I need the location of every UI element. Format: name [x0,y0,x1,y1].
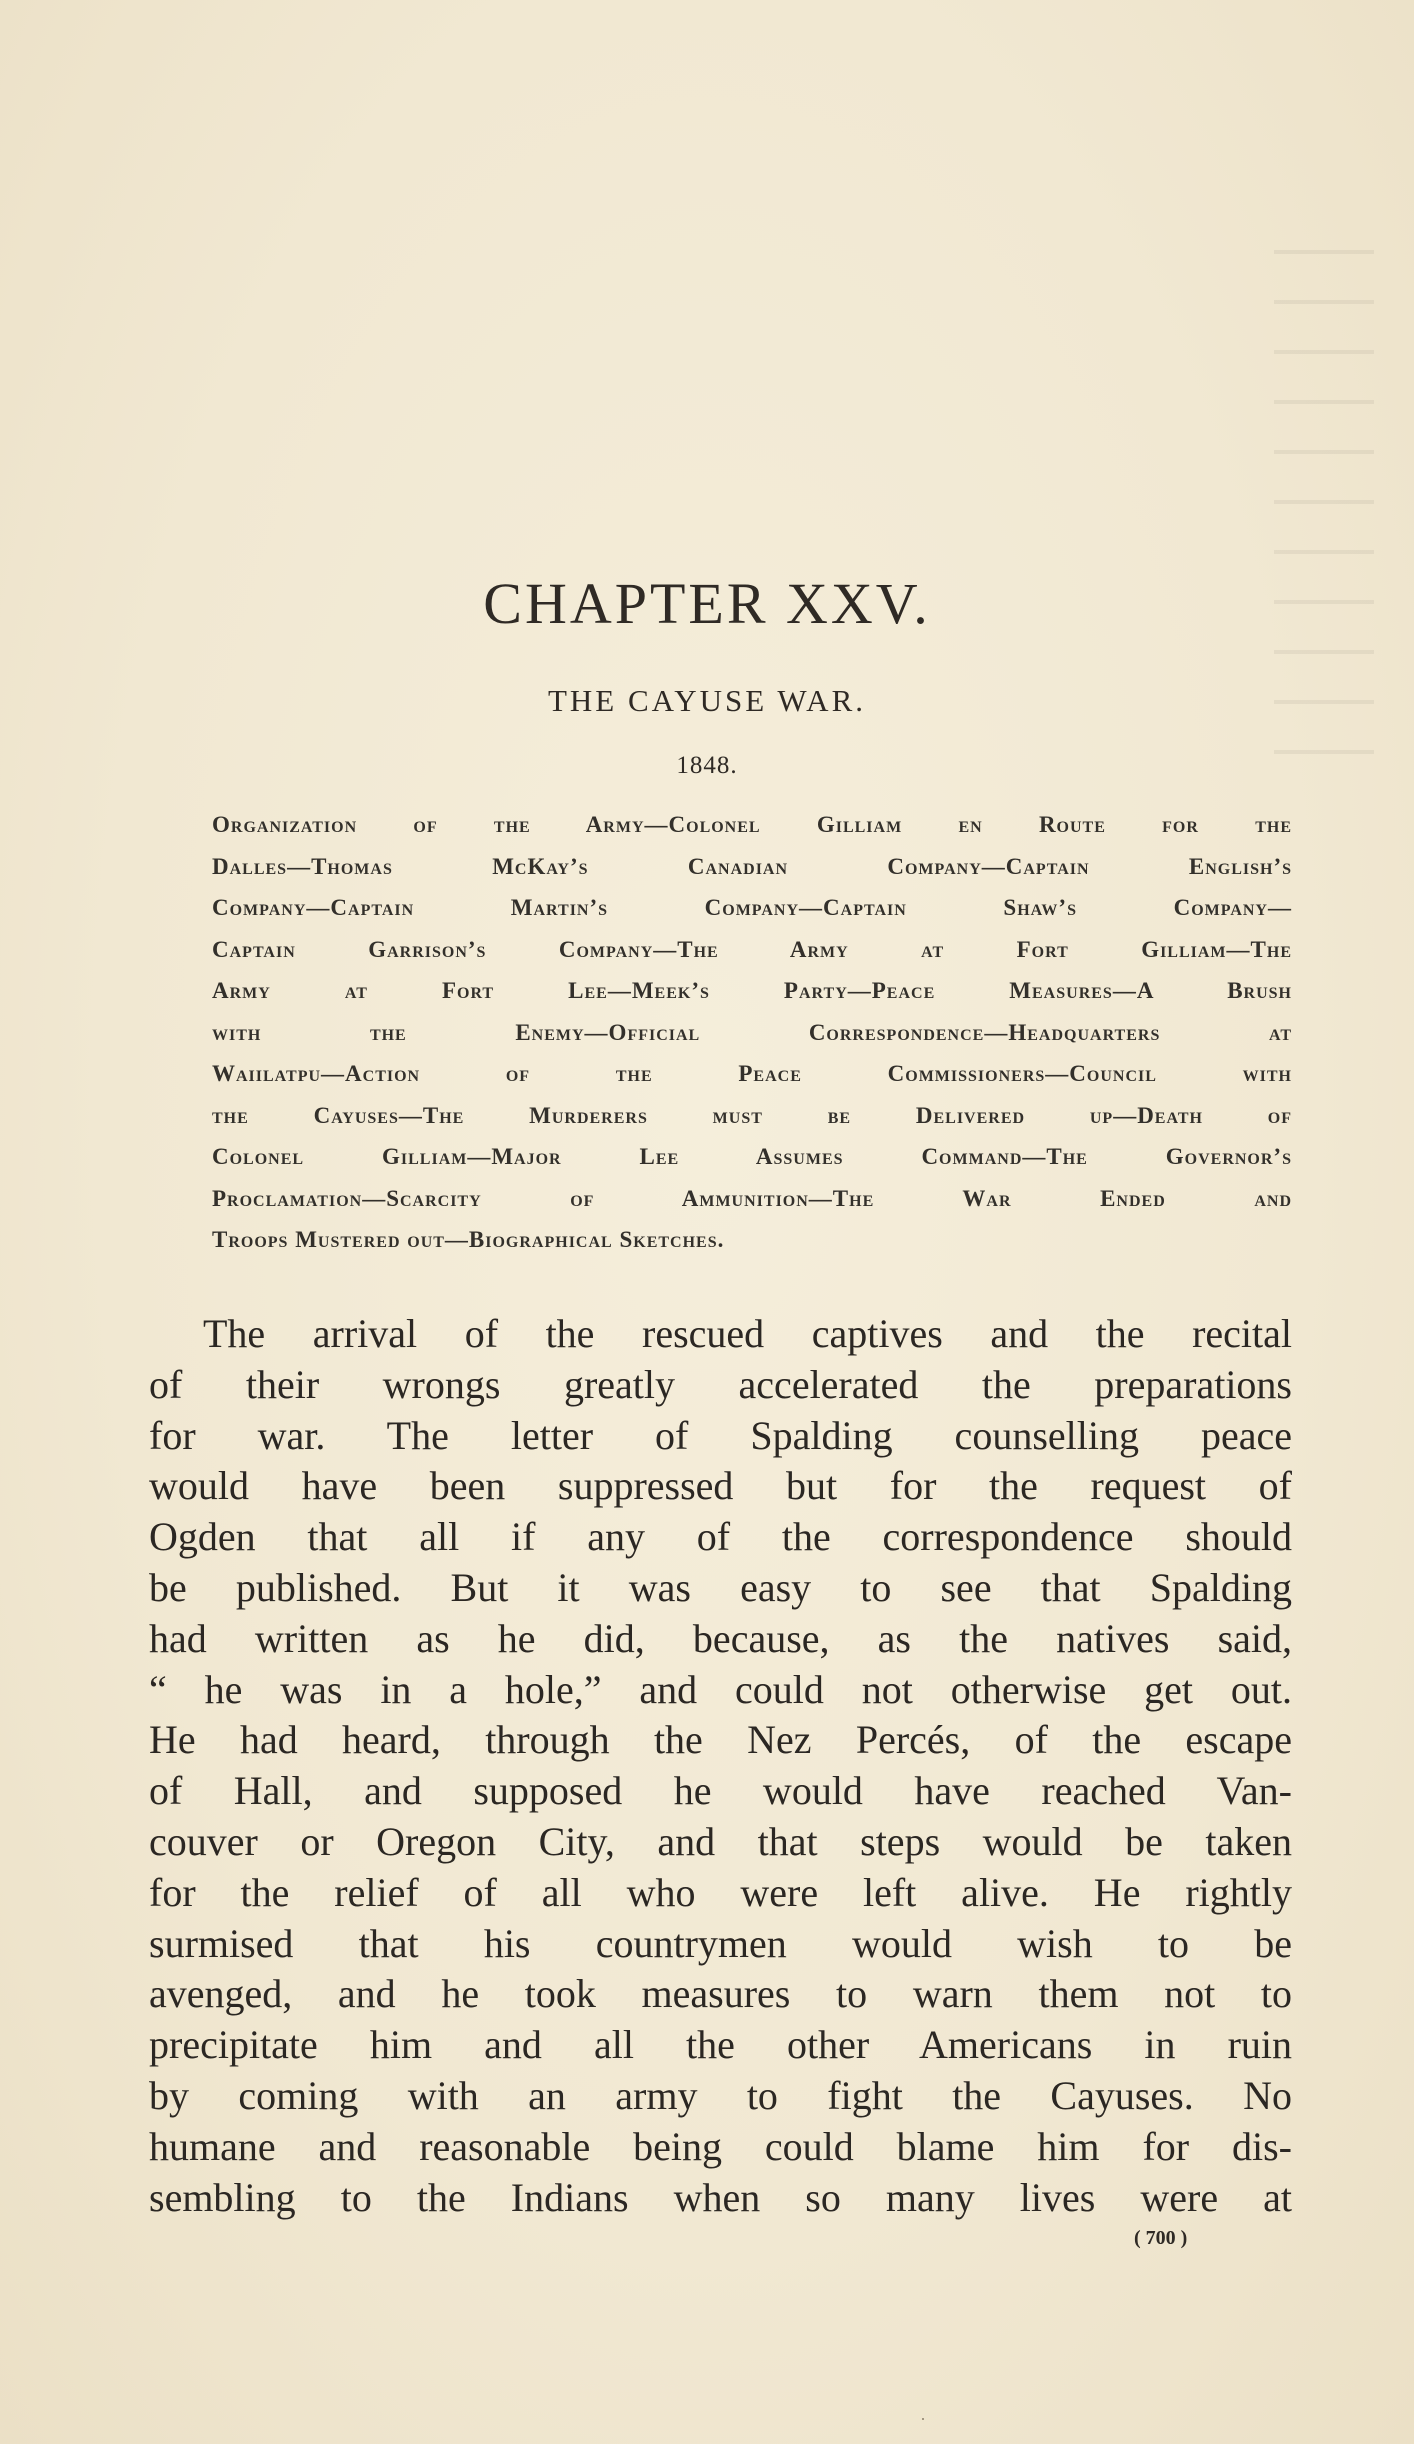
body-line: would have been suppressed but for the request of [149,1463,1292,1509]
summary-line: Waiilatpu—Action of the Peace Commissioners—Council with [212,1061,1292,1086]
body-line: “ he was in a hole,” and could not otherwise get out. [149,1666,1292,1712]
body-line: couver or Oregon City, and that steps would be taken [149,1818,1292,1864]
summary-line: Troops Mustered out—Biographical Sketches. [212,1227,725,1252]
summary-line: Proclamation—Scarcity of Ammunition—The War Ended and [212,1185,1292,1211]
body-line: for war. The letter of Spalding counselling peace [149,1412,1292,1458]
body-line: of their wrongs greatly accelerated the preparations [149,1361,1292,1407]
summary-line: Army at Fort Lee—Meek’s Party—Peace Measures—A Brush [212,978,1292,1003]
body-line: be published. But it was easy to see that Spalding [149,1564,1292,1610]
body-line: of Hall, and supposed he would have reached Van- [149,1768,1292,1814]
body-line: humane and reasonable being could blame him for dis- [149,2123,1292,2169]
body-line: surmised that his countrymen would wish to be [149,1920,1292,1966]
page-number: ( 700 ) [1134,2227,1188,2249]
body-line: had written as he did, because, as the natives said, [149,1615,1292,1661]
summary-line: Company—Captain Martin’s Company—Captain Shaw’s Company— [212,895,1292,920]
body-line: The arrival of the rescued captives and the recital [203,1311,1292,1356]
summary-line: with the Enemy—Official Correspondence—Headquarters at [212,1019,1292,1045]
summary-line: Captain Garrison’s Company—The Army at Fort Gilliam—The [212,936,1292,962]
chapter-title: CHAPTER XXV. [483,571,931,636]
summary-line: Organization of the Army—Colonel Gilliam en Route for the [212,812,1292,837]
body-line: precipitate him and all the other Americans in ruin [149,2022,1292,2068]
chapter-year: 1848. [676,752,738,779]
body-line: avenged, and he took measures to warn them not to [149,1971,1292,2017]
body-line: He had heard, through the Nez Percés, of the escape [149,1717,1292,1763]
body-line: sembling to the Indians when so many lives were at [149,2174,1292,2220]
summary-line: Colonel Gilliam—Major Lee Assumes Command—The Governor’s [212,1144,1292,1169]
summary-line: Dalles—Thomas McKay’s Canadian Company—Captain English’s [212,853,1292,879]
paper-speck [922,2418,924,2420]
chapter-subtitle: THE CAYUSE WAR. [547,683,866,718]
body-line: for the relief of all who were left alive. He rightly [149,1869,1292,1915]
body-line: Ogden that all if any of the correspondence should [149,1514,1292,1560]
summary-line: the Cayuses—The Murderers must be Delivered up—Death of [212,1102,1292,1128]
body-line: by coming with an army to fight the Cayuses. No [149,2072,1292,2118]
chapter-summary [212,812,1292,1269]
body-text [149,1309,1292,2223]
